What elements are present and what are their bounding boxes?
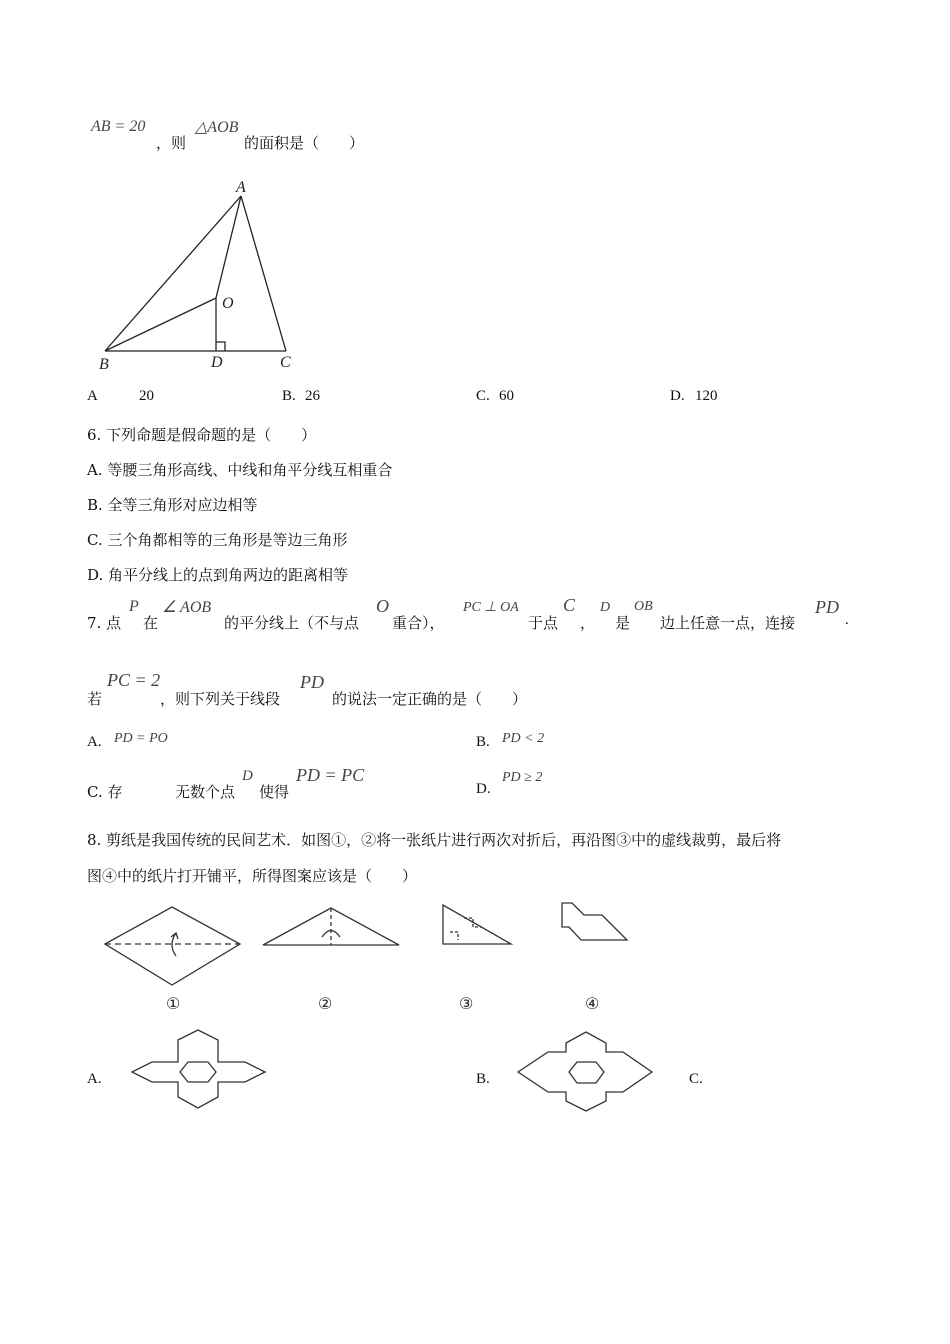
q7-pc-perp-oa: PC ⊥ OA <box>463 600 519 615</box>
q5-option-c-letter: C. <box>476 388 490 404</box>
q7-then-text: ，则下列关于线段 <box>160 690 281 708</box>
q5-area-text: 的面积是（ ） <box>244 134 365 152</box>
q7-c: C <box>563 595 576 615</box>
q7-edge-any: 边上任意一点，连接 <box>660 614 796 632</box>
q7-is: 是 <box>615 614 631 632</box>
fig3-cut-line-1 <box>464 918 482 927</box>
q5-option-c-value: 60 <box>499 388 514 404</box>
q7-at-point: 于点 <box>528 614 559 632</box>
fig4-cut-piece <box>562 903 627 940</box>
q5-option-d-letter: D. <box>670 388 685 404</box>
fig-label-4: ④ <box>585 994 600 1013</box>
q7-pd: PD <box>815 597 839 617</box>
label-c: C <box>280 354 291 371</box>
seg-ao <box>216 196 241 298</box>
q5-math-ab: AB = 20 <box>91 118 146 135</box>
label-a: A <box>236 179 246 196</box>
q8-answer-c-label: C. <box>689 1071 703 1087</box>
q5-option-b-value: 26 <box>305 388 320 404</box>
answer-b-pattern <box>518 1032 652 1111</box>
fig-label-3: ③ <box>459 994 474 1013</box>
answer-a-hexagon <box>180 1062 216 1082</box>
q7-option-c-letter: C. 存 <box>87 783 123 801</box>
q5-option-d-value: 120 <box>695 388 718 404</box>
q7-pd-2: PD <box>300 672 324 692</box>
q7-pc-equals-2: PC = 2 <box>107 670 161 690</box>
q8-answer-b-label: B. <box>476 1071 490 1087</box>
fig2-triangle <box>263 908 399 945</box>
q8-line-1: 8. 剪纸是我国传统的民间艺术．如图①，②将一张纸片进行两次对折后，再沿图③中的虚线裁剪，最后将 <box>87 831 782 849</box>
seg-bo <box>105 298 216 351</box>
q7-coincide: 重合）， <box>392 614 445 632</box>
label-o: O <box>222 295 234 312</box>
q5-option-a-value: 20 <box>139 388 154 404</box>
seg-ab <box>105 196 241 351</box>
answer-a-pattern <box>132 1030 265 1108</box>
q5-math-triangle: △AOB <box>195 119 239 136</box>
q7-d: D <box>600 600 611 615</box>
q7-o: O <box>376 596 389 616</box>
fig-label-2: ② <box>318 994 333 1013</box>
seg-ac <box>241 196 286 351</box>
q5-option-a-letter: A <box>87 388 98 404</box>
fig1-fold-arrow <box>172 933 176 956</box>
q7-option-c-make: 使得 <box>259 783 290 801</box>
answer-b-hexagon <box>569 1062 604 1083</box>
q7-option-d-letter: D. <box>476 781 491 797</box>
fig1-rhombus <box>105 907 240 985</box>
q6-stem: 6. 下列命题是假命题的是（ ） <box>87 426 317 444</box>
q6-option-b: B. 全等三角形对应边相等 <box>87 496 258 514</box>
q6-option-a: A. 等腰三角形高线、中线和角平分线互相重合 <box>87 461 393 479</box>
fig3-cut-line-2 <box>450 932 458 940</box>
q7-claim: 的说法一定正确的是（ ） <box>332 690 528 708</box>
q7-option-c-d: D <box>242 768 253 784</box>
label-d: D <box>211 354 223 371</box>
q8-line-2: 图④中的纸片打开铺平，所得图案应该是（ ） <box>87 867 418 885</box>
q7-if: 若 <box>87 690 103 708</box>
q7-option-b-letter: B. <box>476 734 490 750</box>
q5-then: ，则 <box>156 134 187 152</box>
q7-zai: 在 <box>143 614 159 632</box>
q7-comma: ， <box>580 614 596 632</box>
fig2-fold-arrow <box>322 931 340 938</box>
fig3-right-triangle <box>443 905 511 944</box>
q6-option-c: C. 三个角都相等的三角形是等边三角形 <box>87 531 348 549</box>
q7-period: . <box>845 612 849 628</box>
q7-ob: OB <box>634 599 653 614</box>
q7-option-d-math: PD ≥ 2 <box>502 770 543 785</box>
q7-option-b-math: PD < 2 <box>502 731 545 746</box>
q7-option-c-math: PD = PC <box>296 765 365 785</box>
q6-option-d: D. 角平分线上的点到角两边的距离相等 <box>87 566 349 584</box>
label-b: B <box>99 356 109 373</box>
q5-option-b-letter: B. <box>282 388 296 404</box>
q7-option-c-text: 无数个点 <box>175 783 236 801</box>
q7-num: 7. 点 <box>87 614 122 632</box>
right-angle-mark <box>216 342 225 351</box>
q7-option-a-letter: A. <box>87 734 102 750</box>
q8-answer-a-label: A. <box>87 1071 102 1087</box>
q7-bisector-text: 的平分线上（不与点 <box>224 614 360 632</box>
q7-p: P <box>129 598 139 615</box>
fig-label-1: ① <box>166 994 181 1013</box>
q7-angle-aob: ∠ AOB <box>162 599 212 616</box>
q7-option-a-math: PD = PO <box>114 731 168 746</box>
